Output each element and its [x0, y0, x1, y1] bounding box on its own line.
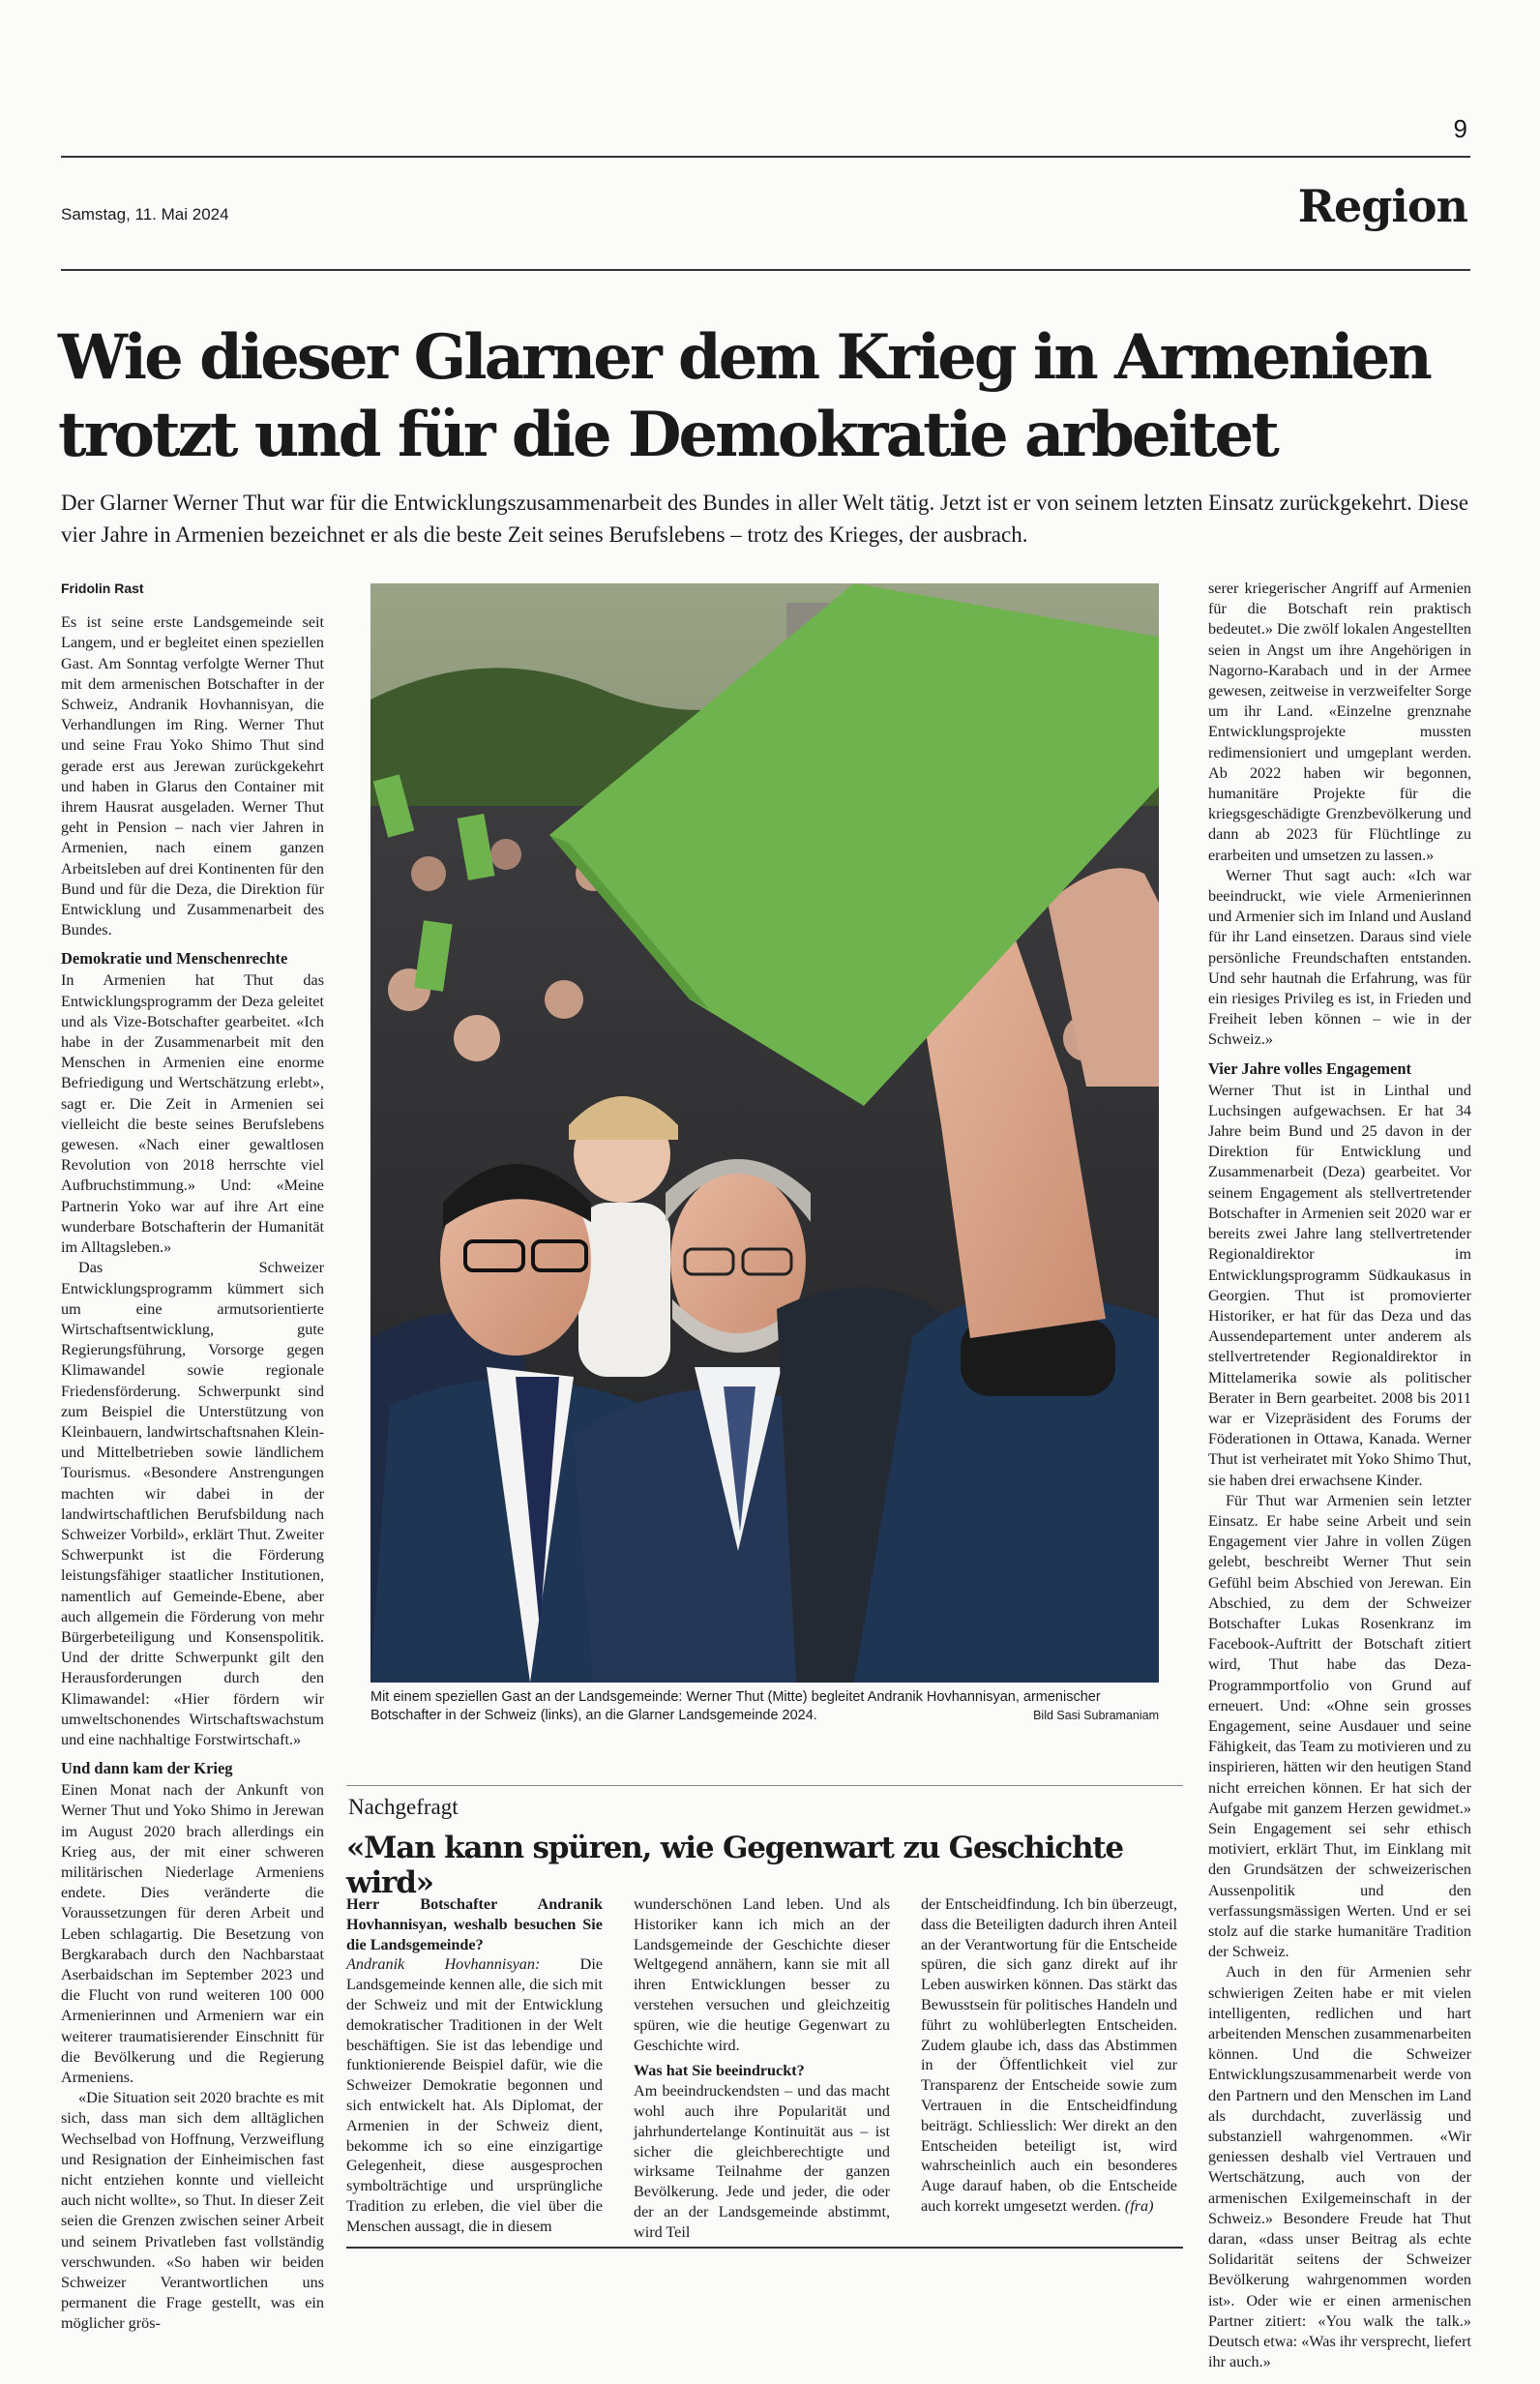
- paragraph: In Armenien hat Thut das Entwicklungsprogramm der Deza geleitet und als Vize-Botschafter gearbeitet. «Ich habe in der Zusammenarbeit mit den Menschen in Armenien eine enorme Befriedigung und Wertschätzung erlebt», sagt er. Die Zeit in Armenien sei vielleicht die beste seines Berufslebens gewesen. «Nach einer gewaltlosen Revolution von 2018 herrschte viel Aufbruchstimmung.» Und: «Meine Partnerin Yoko war auf ihre Art eine wunderbare Botschafterin der Humanität im Alltagsleben.»: [61, 971, 324, 1257]
- article-column-right: [1208, 579, 1471, 2372]
- paragraph: Das Schweizer Entwicklungsprogramm kümmert sich um eine armutsorientierte Wirtschaftsentwicklung, gute Regierungsführung, Vorsorge gegen Klimawandel sowie regionale Friedensförderung. Schwerpunkt sind zum Beispiel die Unterstützung von Kleinbauern, landwirtschaftsnahen Klein- und Mittelbetrieben sowie ländlichem Tourismus. «Besondere Anstrengungen machten wir dabei in der landwirtschaftlichen Berufsbildung nach Schweizer Vorbild», erklärt Thut. Zweiter Schwerpunkt ist die Förderung leistungsfähiger staatlicher Institutionen, namentlich auf Gemeinde-Ebene, aber auch allgemein die Förderung von mehr Bürgerbeteiligung und Konsenspolitik. Und der dritte Schwerpunkt gilt den Herausforderungen durch den Klimawandel: «Hier fördern wir umweltschonendes Wirtschaftswachstum und eine nachhaltige Forstwirtschaft.»: [61, 1259, 324, 1748]
- interview-question: Was hat Sie beeindruckt?: [634, 2062, 805, 2080]
- answer-text: Die Landsgemeinde kennen alle, die sich mit der Schweiz und mit der Entwicklung demokratischer Traditionen in der Welt beschäftigen. Sie ist das lebendige und funktionierende Beispiel dafür, wie die Schweizer Demokratie begonnen und sich entwickelt hat. Als Diplomat, der Armenien in der Schweiz dient, bekomme ich so eine einzigartige Gelegenheit, diese ausgesprochen symbolträchtige und ursprüngliche Tradition zu erleben, die viel über die Menschen aussagt, die in diesem: [346, 1955, 603, 2235]
- issue-date: Samstag, 11. Mai 2024: [61, 205, 229, 224]
- answer-text: der Entscheidfindung. Ich bin überzeugt, dass die Beteiligten dadurch ihren Anteil an der Verantwortung für die Entscheide spüren, die sich ganz direkt auf ihr Leben auswirken können. Das stärkt das Bewusstsein für politisches Handeln und führt zu wohlüberlegten Entscheiden. Zudem glaube ich, dass das Abstimmen in der Öffentlichkeit viel zur Transparenz der Entscheide sowie zum Vertrauen in die Entscheidfindung beiträgt. Schliesslich: Wer direkt an den Entscheiden beteiligt ist, wird wahrscheinlich auch ein besonderes Auge darauf haben, ob die Entscheide auch korrekt umgesetzt werden.: [921, 1895, 1177, 2215]
- caption-rule: [346, 1785, 1183, 1786]
- subheading: Vier Jahre volles Engagement: [1208, 1058, 1412, 1078]
- page-number: 9: [1453, 114, 1467, 143]
- article-photo: [370, 583, 1159, 1683]
- interview-bottom-rule: [346, 2247, 1183, 2249]
- interview-column-1: [346, 1894, 603, 2237]
- article-lead: Der Glarner Werner Thut war für die Entwicklungszusammenarbeit des Bundes in aller Welt tätig. Jetzt ist er von seinem letzten Einsatz zurückgekehrt. Diese vier Jahre in Armenien bezeichnet er als die beste Zeit seines Berufslebens – trotz des Krieges, der ausbrach.: [61, 491, 1469, 547]
- subheading: Demokratie und Menschenrechte: [61, 949, 288, 968]
- section-title: Region: [1297, 180, 1467, 232]
- section-rule: [61, 269, 1470, 271]
- paragraph: serer kriegerischer Angriff auf Armenien für die Botschaft rein praktisch bedeutet.» Die zwölf lokalen Angestellten seien in Angst um ihre Angehörigen in Nagorno-Karabach und in der Armee gewesen, zeitweise in verzweifelter Sorge um ihr Land. «Einzelne grenznahe Entwicklungsprojekte mussten redimensioniert und umgeplant werden. Ab 2022 haben wir begonnen, humanitäre Projekte für die kriegsgeschädigte Grenzbevölkerung und dann ab 2023 für Flüchtlinge zu erarbeiten und umsetzen zu lassen.»: [1208, 580, 1471, 864]
- subheading: Und dann kam der Krieg: [61, 1759, 233, 1778]
- top-rule: [61, 156, 1470, 158]
- paragraph: Einen Monat nach der Ankunft von Werner Thut und Yoko Shimo in Jerewan im August 2020 brach allerdings ein Krieg aus, der mit einer schweren militärischen Niederlage Armeniens endete. Dies veränderte die Voraussetzungen für deren Arbeit und Leben schlagartig. Die Besetzung von Bergkarabach durch den Nachbarstaat Aserbaidschan im September 2023 und die Flucht von rund weiteren 100 000 Armenierinnen und Armeniern war ein weiterer traumatisierender Einschnitt für die Bevölkerung und die Regierung Armeniens.: [61, 1781, 324, 2087]
- paragraph: Werner Thut ist in Linthal und Luchsingen aufgewachsen. Er hat 34 Jahre beim Bund und 25 davon in der Direktion für Entwicklung und Zusammenarbeit (Deza) gearbeitet. Vor seinem Engagement als stellvertretender Botschafter in Armenien seit 2020 war er bereits zwei Jahre lang stellvertretender Regionaldirektor im Entwicklungsprogramm Südkaukasus in Georgien. Thut ist promovierter Historiker, er hat für das Deza und das Aussendepartement unter anderem als stellvertretender Regionaldirektor in Mittelamerika sowie als politischer Berater in Bern gearbeitet. 2008 bis 2011 war er Vizepräsident des Forums der Föderationen in Ottawa, Kanada. Werner Thut ist verheiratet mit Yoko Shimo Thut, sie haben drei erwachsene Kinder.: [1208, 1081, 1471, 1489]
- photo-credit: Bild Sasi Subramaniam: [1033, 1709, 1159, 1722]
- interview-sign: (fra): [1120, 2196, 1154, 2215]
- author-byline: Fridolin Rast: [61, 581, 144, 596]
- paragraph: Auch in den für Armenien sehr schwierigen Zeiten habe er mit vielen intelligenten, redlichen und hart arbeitenden Menschen zusammenarbeiten können. Und die Schweizer Entwicklungszusammenarbeit werde von den Partnern und den Menschen im Land als durchdacht, zuverlässig und substanziell wahrgenommen. «Wir geniessen deshalb viel Vertrauen und Wertschätzung, auch von der armenischen Exilgemeinschaft in der Schweiz.» Besondere Freude hat Thut daran, «dass unser Beitrag als echte Solidarität seitens der Schweizer Bevölkerung wahrgenommen worden ist». Oder wie er einen armenischen Partner zitiert: «You walk the talk.» Deutsch etwa: «Was ihr versprecht, liefert ihr auch.»: [1208, 1963, 1471, 2371]
- interview-answer: Am beeindruckendsten – und das macht wohl auch ihre Popularität und jahrhundertelange Kontinuität aus – ist sicher die gleichberechtigte und wirksame Teilnahme der ganzen Bevölkerung. Jede und jeder, die oder der an der Landsgemeinde abstimmt, wird Teil: [634, 2082, 890, 2241]
- paragraph: Werner Thut sagt auch: «Ich war beeindruckt, wie viele Armenierinnen und Armenier sich im Inland und Ausland für ihr Land einsetzen. Daraus sind viele persönliche Freundschaften entstanden. Und sehr hautnah die Erfahrung, was für ein riesiges Privileg es ist, in Frieden und Freiheit leben können – wie in der Schweiz.»: [1208, 866, 1471, 1049]
- interview-column-2: [634, 1894, 890, 2243]
- article-column-left: [61, 579, 324, 2335]
- interview-column-3: [921, 1894, 1177, 2217]
- article-headline: Wie dieser Glarner dem Krieg in Armenien trotzt und für die Demokratie arbeitet: [58, 321, 1430, 471]
- interview-title: «Man kann spüren, wie Gegenwart zu Geschichte wird»: [346, 1831, 1123, 1900]
- interview-answer: [921, 1894, 1177, 2217]
- photo-caption: [370, 1688, 1159, 1725]
- interview-answer: [346, 1954, 603, 2236]
- interviewee-name: Andranik Hovhannisyan:: [346, 1955, 541, 1974]
- interview-answer: wunderschönen Land leben. Und als Historiker kann ich mich an der Landsgemeinde der Geschichte dieser Weltgegend annähern, kann sie mit all ihren Entwicklungen besser zu verstehen versuchen und gleichzeitig spüren, wie die heutige Gegenwart zu Geschichte wird.: [634, 1895, 890, 2054]
- paragraph: Es ist seine erste Landsgemeinde seit Langem, und er begleitet einen speziellen Gast. Am Sonntag verfolgte Werner Thut mit dem armenischen Botschafter in der Schweiz, Andranik Hovhannisyan, die Verhandlungen im Ring. Werner Thut und seine Frau Yoko Shimo Thut sind gerade erst aus Jerewan zurückgekehrt und haben in Glarus den Container mit ihrem Hausrat ausgeladen. Werner Thut geht in Pension – nach vier Jahren in Armenien, nach einem ganzen Arbeitsleben auf drei Kontinenten für den Bund und für die Deza, die Direktion für Entwicklung und Zusammenarbeit des Bundes.: [61, 613, 324, 939]
- interview-kicker: Nachgefragt: [348, 1795, 459, 1819]
- interview-question: Herr Botschafter Andranik Hovhannisyan, weshalb besuchen Sie die Landsgemeinde?: [346, 1895, 603, 1953]
- paragraph: Für Thut war Armenien sein letzter Einsatz. Er habe seine Arbeit und sein Engagement vier Jahre in vollen Zügen gelebt, beschreibt Werner Thut sein Gefühl beim Abschied von Jerewan. Ein Abschied, zu dem der Schweizer Botschafter Lukas Rosenkranz im Facebook-Auftritt der Botschaft zitiert wird, Thut habe das Deza-Programmportfolio von Grund auf erneuert. Und: «Ohne sein grosses Engagement, seine Ausdauer und seine Fähigkeit, das Team zu motivieren und zu inspirieren, hätten wir den heutigen Stand nicht erreichen können. Er hat sich der Aufgabe mit ganzem Herzen gewidmet.» Sein Engagement sei sehr ethisch motiviert, erklärt Thut, im Einklang mit den Grundsätzen der schweizerischen Aussenpolitik und den verfassungsmässigen Werten. Und er sei stolz auf die starke humanitäre Tradition der Schweiz.: [1208, 1491, 1471, 1961]
- caption-text: Mit einem speziellen Gast an der Landsgemeinde: Werner Thut (Mitte) begleitet Andranik Hovhannisyan, armenischer Botschafter in der Schweiz (links), an die Glarner Landsgemeinde 2024.: [370, 1689, 1101, 1723]
- paragraph: «Die Situation seit 2020 brachte es mit sich, dass man sich dem alltäglichen Wechselbad von Hoffnung, Verzweiflung und Resignation der Einheimischen fast nicht entziehen konnte und vielleicht auch nicht wollte», so Thut. In dieser Zeit seien die Grenzen zwischen seiner Arbeit und seinem Privatleben fast vollständig verschwunden. «So haben wir beiden Schweizer Verantwortlichen uns permanent die Frage gestellt, was ein möglicher grös-: [61, 2089, 324, 2333]
